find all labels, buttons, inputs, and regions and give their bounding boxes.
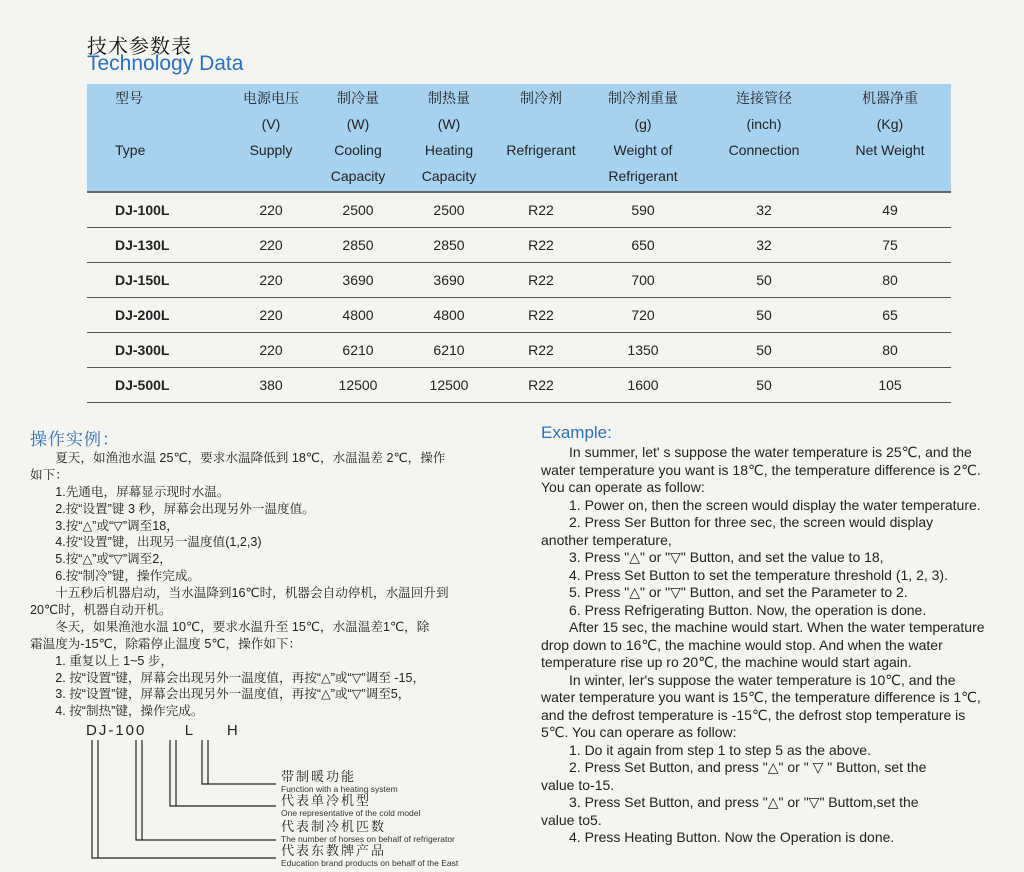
- table-cell: 50: [699, 298, 829, 333]
- header-cell: [313, 84, 403, 192]
- bracket-line-cold: [170, 740, 276, 806]
- header-line: 制热量: [428, 90, 470, 106]
- header-cell: [829, 84, 951, 192]
- table-body: [87, 192, 951, 403]
- example-cn-text: [30, 450, 510, 720]
- table-row: [87, 192, 951, 228]
- text-line: 1. Power on, then the screen would display the water temperature.: [541, 496, 981, 513]
- text-line: 冬天，如果渔池水温 10℃，要求水温升至 15℃，水温温差1℃，除: [30, 619, 430, 634]
- table-cell: 12500: [403, 368, 495, 403]
- text-line: 如下：: [30, 467, 68, 482]
- text-line: In winter, ler's suppose the water temperature is 10℃, and the: [541, 671, 956, 688]
- header-line: [699, 163, 829, 189]
- table-cell: R22: [495, 333, 587, 368]
- header-line: [115, 111, 229, 137]
- model-code-cold: L: [184, 722, 195, 739]
- table-cell: 2500: [313, 192, 403, 228]
- table-row: [87, 298, 951, 333]
- header-line: Net Weight: [855, 142, 925, 158]
- model-cell: DJ-500L: [87, 368, 229, 403]
- legend-cold: 代表单冷机型 One representative of the cold model: [281, 793, 421, 818]
- text-line: value to-15.: [541, 776, 615, 793]
- model-cell: DJ-300L: [87, 333, 229, 368]
- table-cell: 6210: [313, 333, 403, 368]
- table-cell: 50: [699, 263, 829, 298]
- header-line: [115, 163, 229, 189]
- table-cell: 6210: [403, 333, 495, 368]
- text-line: drop down to 16℃, the machine would stop. And when the water: [541, 636, 943, 653]
- header-line: 连接管径: [736, 90, 792, 106]
- header-line: (W): [437, 116, 461, 132]
- table-cell: 4800: [403, 298, 495, 333]
- header-line: (g): [634, 116, 652, 132]
- header-line: Capacity: [421, 168, 477, 184]
- text-line: water temperature you want is 18℃, the temperature difference is 2℃.: [541, 461, 981, 478]
- table-cell: 75: [829, 228, 951, 263]
- header-line: Refrigerant: [608, 168, 678, 184]
- header-line: Cooling: [334, 142, 382, 158]
- bracket-line-horses: [136, 740, 276, 840]
- table-cell: R22: [495, 263, 587, 298]
- text-line: In summer, let' s suppose the water temperature is 25℃, and the: [541, 444, 972, 460]
- text-line: water temperature you want is 15℃, the temperature difference is 1℃,: [541, 689, 981, 705]
- header-line: Capacity: [330, 168, 386, 184]
- table-cell: 80: [829, 263, 951, 298]
- text-line: temperature rise up ro 20℃, the machine would start again.: [541, 654, 912, 670]
- table-cell: 650: [587, 228, 699, 263]
- header-line: 制冷剂: [520, 90, 562, 106]
- header-line: Connection: [728, 142, 800, 158]
- table-cell: 80: [829, 333, 951, 368]
- text-line: 4. Press Set Button to set the temperature threshold (1, 2, 3).: [541, 566, 948, 583]
- table-cell: 50: [699, 333, 829, 368]
- legend-horses: 代表制冷机匹数 The number of horses on behalf of refrigerator: [281, 819, 455, 844]
- table-cell: 2850: [403, 228, 495, 263]
- text-line: 2. Press Ser Button for three sec, the screen would display: [541, 514, 934, 530]
- table-cell: 720: [587, 298, 699, 333]
- text-line: 20℃时，机器自动开机。: [30, 603, 172, 618]
- header-line: Weight of: [613, 142, 673, 158]
- text-line: 3. 按“设置”键，屏幕会出现另外一温度值，再按“△”或“▽”调至5，: [30, 687, 411, 702]
- header-cell: [403, 84, 495, 192]
- model-cell: DJ-200L: [87, 298, 229, 333]
- table-cell: 105: [829, 368, 951, 403]
- text-line: 5. Press "△" or "▽" Button, and set the Parameter to 2.: [541, 584, 908, 600]
- text-line: 1. Do it again from step 1 to step 5 as the above.: [541, 741, 871, 758]
- text-line: After 15 sec, the machine would start. When the water temperature: [541, 619, 985, 635]
- header-line: 机器净重: [862, 90, 918, 106]
- header-cell: [587, 84, 699, 192]
- text-line: 5℃. You can operare as follow:: [541, 724, 737, 740]
- table-header-row: [87, 84, 951, 192]
- table-cell: 32: [699, 192, 829, 228]
- header-line: [495, 163, 587, 189]
- table-cell: R22: [495, 298, 587, 333]
- table-cell: 32: [699, 228, 829, 263]
- table-cell: 2850: [313, 228, 403, 263]
- text-line: 6.按“制冷”键，操作完成。: [30, 569, 201, 584]
- table-cell: 2500: [403, 192, 495, 228]
- text-line: 5.按“△”或“▽”调至2，: [30, 552, 172, 567]
- text-line: another temperature,: [541, 531, 672, 548]
- table-row: [87, 368, 951, 403]
- text-line: 3.按“△”或“▽”调至18，: [30, 518, 179, 533]
- header-line: (V): [261, 116, 281, 132]
- legend-heat: 带制暖功能 Function with a heating system: [281, 769, 398, 794]
- table-cell: 220: [229, 298, 313, 333]
- text-line: 2.按“设置”键 3 秒，屏幕会出现另外一温度值。: [30, 501, 315, 516]
- model-cell: DJ-130L: [87, 228, 229, 263]
- model-code-series: DJ-100: [86, 722, 147, 739]
- text-line: 2. 按“设置”键，屏幕会出现另外一温度值，再按“△”或“▽”调至 -15，: [30, 670, 426, 685]
- table-cell: 1600: [587, 368, 699, 403]
- text-line: 6. Press Refrigerating Button. Now, the operation is done.: [541, 601, 927, 618]
- spec-table: [87, 84, 951, 403]
- text-line: 4. Press Heating Button. Now the Operation is done.: [541, 829, 895, 845]
- header-line: 制冷剂重量: [608, 90, 678, 106]
- header-line: (W): [346, 116, 370, 132]
- table-cell: 1350: [587, 333, 699, 368]
- header-line: 电源电压: [243, 90, 299, 106]
- text-line: 4. 按“制热”键，操作完成。: [30, 704, 204, 719]
- header-line: (inch): [746, 116, 782, 132]
- example-en-text: [541, 444, 1019, 847]
- header-line: Refrigerant: [506, 142, 576, 158]
- text-line: and the defrost temperature is -15℃, the defrost stop temperature is: [541, 706, 966, 723]
- header-line: (Kg): [876, 116, 904, 132]
- table-cell: R22: [495, 192, 587, 228]
- table-cell: 4800: [313, 298, 403, 333]
- header-line: Heating: [424, 142, 474, 158]
- text-line: 霜温度为-15℃，除霜停止温度 5℃，操作如下：: [30, 636, 302, 651]
- table-cell: 220: [229, 263, 313, 298]
- page-title-cn: 技术参数表: [87, 36, 192, 58]
- model-code-heat: H: [226, 722, 240, 739]
- header-line: 制冷量: [337, 90, 379, 106]
- model-cell: DJ-150L: [87, 263, 229, 298]
- table-cell: R22: [495, 368, 587, 403]
- table-cell: 700: [587, 263, 699, 298]
- example-cn-heading: 操作实例：: [30, 430, 120, 449]
- header-cell: [495, 84, 587, 192]
- table-cell: 12500: [313, 368, 403, 403]
- header-line: [829, 163, 951, 189]
- text-line: 十五秒后机器启动，当水温降到16℃时，机器会自动停机，水温回升到: [30, 586, 449, 601]
- header-cell: [87, 84, 229, 192]
- table-row: [87, 333, 951, 368]
- header-line: 型号: [115, 90, 143, 106]
- text-line: 夏天，如渔池水温 25℃，要求水温降低到 18℃，水温温差 2℃，操作: [30, 451, 446, 465]
- text-line: 1.先通电，屏幕显示现时水温。: [30, 484, 230, 499]
- text-line: 2. Press Set Button, and press "△" or " ▽ " Button, set the: [541, 759, 927, 775]
- table-cell: 3690: [403, 263, 495, 298]
- table-cell: R22: [495, 228, 587, 263]
- text-line: 3. Press Set Button, and press "△" or "▽" Buttom,set the: [541, 794, 919, 810]
- header-line: Supply: [249, 142, 293, 158]
- table-row: [87, 263, 951, 298]
- header-line: [495, 111, 587, 137]
- table-cell: 380: [229, 368, 313, 403]
- page-title-en: Technology Data: [87, 52, 244, 75]
- table-cell: 220: [229, 228, 313, 263]
- example-en-heading: Example:: [541, 423, 612, 442]
- text-line: 4.按“设置”键，出现另一温度值(1,2,3): [30, 535, 262, 550]
- model-cell: DJ-100L: [87, 192, 229, 228]
- table-cell: 3690: [313, 263, 403, 298]
- header-cell: [699, 84, 829, 192]
- text-line: 1. 重复以上 1~5 步，: [30, 653, 174, 668]
- text-line: value to5.: [541, 811, 602, 828]
- text-line: 3. Press "△" or "▽" Button, and set the value to 18,: [541, 549, 884, 565]
- table-cell: 65: [829, 298, 951, 333]
- bracket-line-heat: [202, 740, 276, 784]
- text-line: You can operate as follow:: [541, 479, 705, 495]
- table-cell: 220: [229, 333, 313, 368]
- legend-brand: 代表东教牌产品 Education brand products on behalf of the East: [281, 843, 459, 868]
- table-cell: 50: [699, 368, 829, 403]
- header-cell: [229, 84, 313, 192]
- header-line: Type: [115, 142, 146, 158]
- table-cell: 590: [587, 192, 699, 228]
- table-cell: 49: [829, 192, 951, 228]
- table-cell: 220: [229, 192, 313, 228]
- header-line: [229, 163, 313, 189]
- table-row: [87, 228, 951, 263]
